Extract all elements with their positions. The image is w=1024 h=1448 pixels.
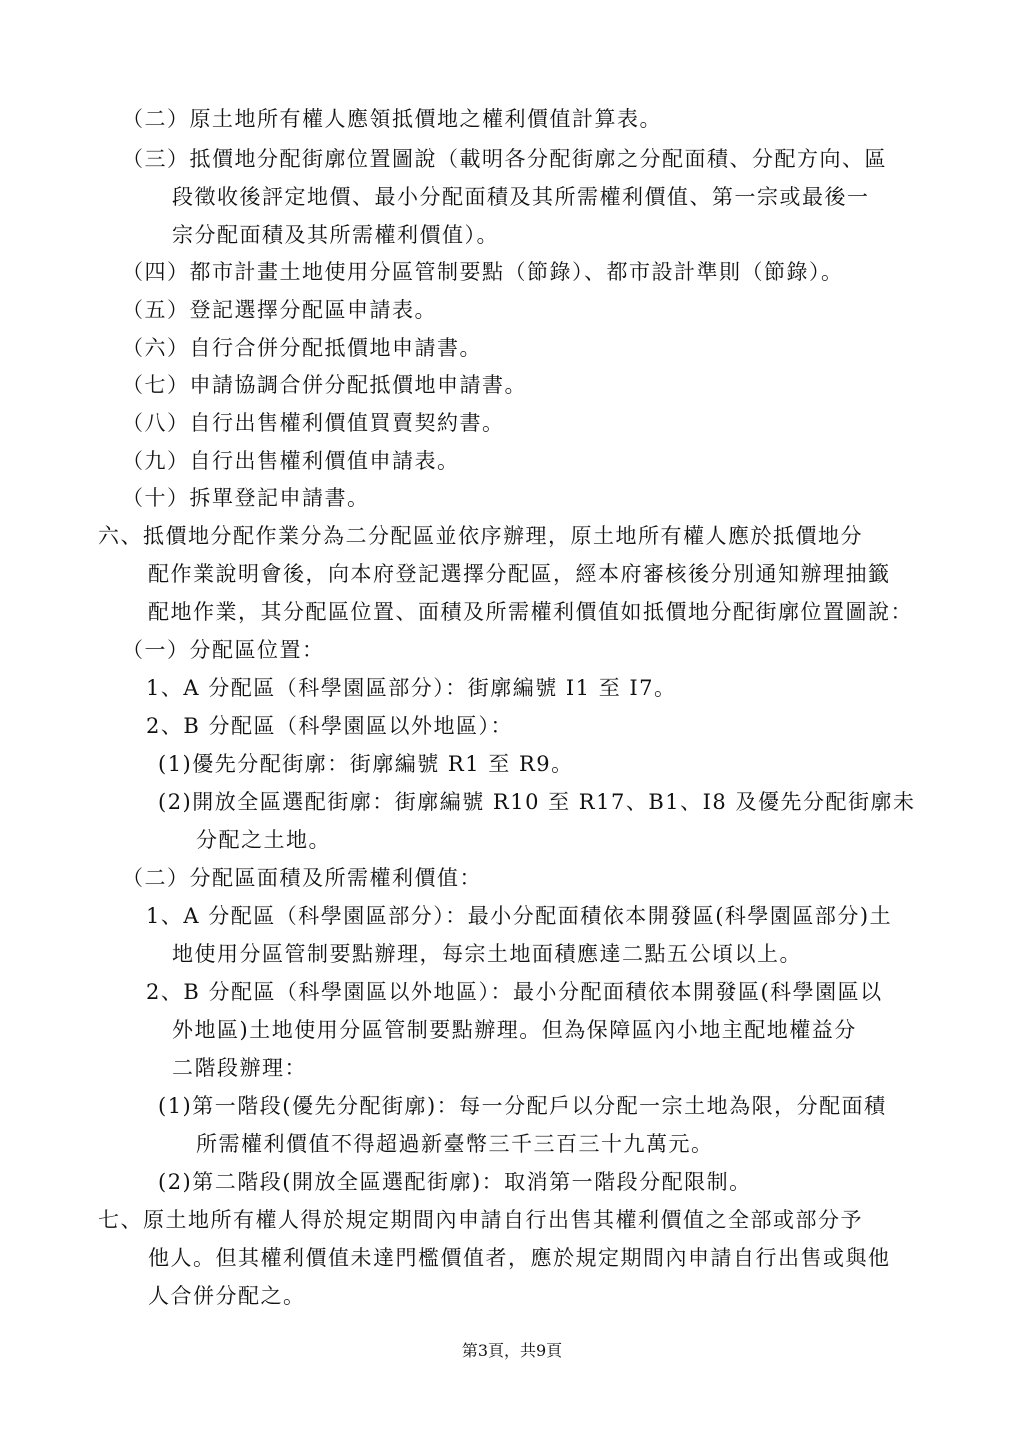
item-6-1-2-1: (1)優先分配街廓：街廓編號 R1 至 R9。 xyxy=(158,752,574,776)
item-6-2-1: 1、A 分配區（科學園區部分）：最小分配面積依本開發區(科學園區部分)土 xyxy=(146,904,893,928)
section-6-cont-2: 配地作業，其分配區位置、面積及所需權利價值如抵價地分配街廓位置圖說： xyxy=(148,600,913,624)
list-item-2: （二）原土地所有權人應領抵價地之權利價值計算表。 xyxy=(122,107,662,131)
list-item-7: （七）申請協調合併分配抵價地申請書。 xyxy=(122,373,527,397)
subsection-6-1: （一）分配區位置： xyxy=(122,638,325,662)
page-number: 第3頁，共9頁 xyxy=(461,1341,563,1360)
item-6-2-2: 2、B 分配區（科學園區以外地區）：最小分配面積依本開發區(科學園區以 xyxy=(146,980,883,1004)
list-item-3: （三）抵價地分配街廓位置圖說（載明各分配街廓之分配面積、分配方向、區 xyxy=(122,147,887,171)
item-6-1-2-2: (2)開放全區選配街廓：街廓編號 R10 至 R17、B1、I8 及優先分配街廓未 xyxy=(158,790,916,814)
list-item-8: （八）自行出售權利價值買賣契約書。 xyxy=(122,411,505,435)
item-6-2-2-cont-1: 外地區)土地使用分區管制要點辦理。但為保障區內小地主配地權益分 xyxy=(172,1018,857,1042)
item-6-1-2: 2、B 分配區（科學園區以外地區）： xyxy=(146,714,513,738)
list-item-9: （九）自行出售權利價值申請表。 xyxy=(122,449,460,473)
item-6-2-2-cont-2: 二階段辦理： xyxy=(172,1056,307,1080)
section-7: 七、原土地所有權人得於規定期間內申請自行出售其權利價值之全部或部分予 xyxy=(98,1208,863,1232)
item-6-2-2-2: (2)第二階段(開放全區選配街廓)：取消第一階段分配限制。 xyxy=(158,1170,752,1194)
list-item-6: （六）自行合併分配抵價地申請書。 xyxy=(122,336,482,360)
list-item-3-cont-2: 宗分配面積及其所需權利價值）。 xyxy=(172,223,499,247)
section-7-cont-1: 他人。但其權利價值未達門檻價值者，應於規定期間內申請自行出售或與他 xyxy=(148,1246,891,1270)
section-7-cont-2: 人合併分配之。 xyxy=(148,1284,306,1308)
section-6-cont-1: 配作業說明會後，向本府登記選擇分配區，經本府審核後分別通知辦理抽籤 xyxy=(148,562,891,586)
subsection-6-2: （二）分配區面積及所需權利價值： xyxy=(122,866,482,890)
item-6-1-1: 1、A 分配區（科學園區部分）：街廓編號 I1 至 I7。 xyxy=(146,676,677,700)
list-item-4: （四）都市計畫土地使用分區管制要點（節錄）、都市設計準則（節錄）。 xyxy=(122,260,844,284)
item-6-2-2-1-cont: 所需權利價值不得超過新臺幣三千三百三十九萬元。 xyxy=(196,1132,714,1156)
list-item-10: （十）拆單登記申請書。 xyxy=(122,486,370,510)
item-6-1-2-2-cont: 分配之土地。 xyxy=(196,828,331,852)
item-6-2-2-1: (1)第一階段(優先分配街廓)：每一分配戶以分配一宗土地為限，分配面積 xyxy=(158,1094,887,1118)
item-6-2-1-cont: 地使用分區管制要點辦理，每宗土地面積應達二點五公頃以上。 xyxy=(172,942,802,966)
list-item-3-cont-1: 段徵收後評定地價、最小分配面積及其所需權利價值、第一宗或最後一 xyxy=(172,185,870,209)
section-6: 六、抵價地分配作業分為二分配區並依序辦理，原土地所有權人應於抵價地分 xyxy=(98,524,863,548)
list-item-5: （五）登記選擇分配區申請表。 xyxy=(122,298,437,322)
